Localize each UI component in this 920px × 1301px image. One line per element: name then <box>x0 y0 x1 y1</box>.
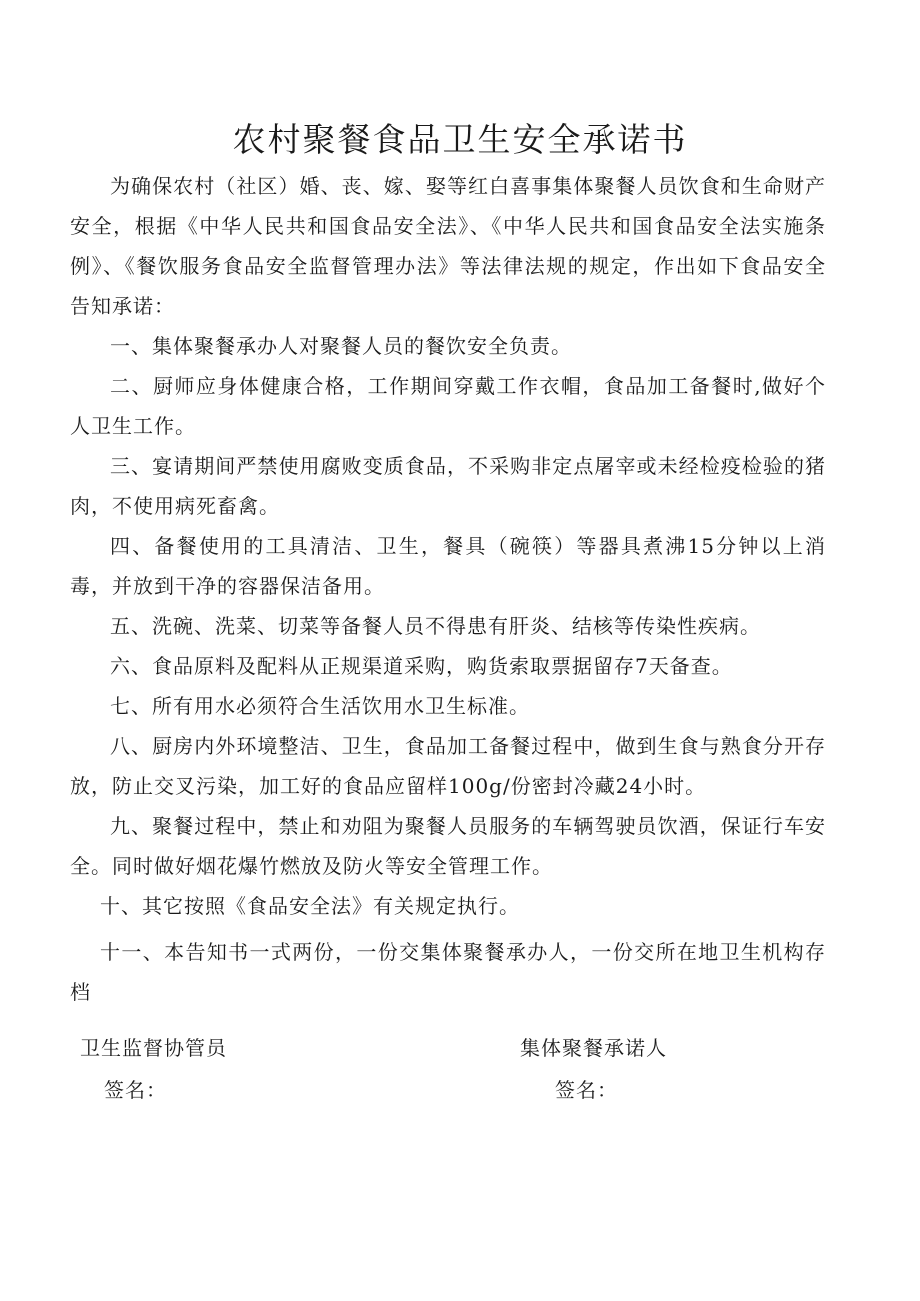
clause-11: 十一、本告知书一式两份，一份交集体聚餐承办人，一份交所在地卫生机构存档 <box>70 940 826 1004</box>
banquet-promisor-label: 集体聚餐承诺人 <box>520 1036 667 1060</box>
clause-4: 四、备餐使用的工具清洁、卫生，餐具（碗筷）等器具煮沸15分钟以上消毒，并放到干净的容器保洁备用。 <box>70 534 826 598</box>
clause-5: 五、洗碗、洗菜、切菜等备餐人员不得患有肝炎、结核等传染性疾病。 <box>110 614 761 638</box>
document-body <box>70 166 826 1012</box>
clause-6: 六、食品原料及配料从正规渠道采购，购货索取票据留存7天备查。 <box>110 654 733 678</box>
clause-2: 二、厨师应身体健康合格，工作期间穿戴工作衣帽，食品加工备餐时,做好个人卫生工作。 <box>70 374 826 438</box>
banquet-promisor-signature-label: 签名： <box>555 1078 618 1102</box>
clause-7: 七、所有用水必须符合生活饮用水卫生标准。 <box>110 694 530 718</box>
clause-3: 三、宴请期间严禁使用腐败变质食品，不采购非定点屠宰或未经检疫检验的猪肉，不使用病死畜禽。 <box>70 454 826 518</box>
health-supervisor-signature-label: 签名： <box>104 1078 167 1102</box>
clause-8: 八、厨房内外环境整洁、卫生，食品加工备餐过程中，做到生食与熟食分开存放，防止交叉污染，加工好的食品应留样100g/份密封冷藏24小时。 <box>70 734 826 798</box>
clause-10: 十、其它按照《食品安全法》有关规定执行。 <box>100 894 520 918</box>
intro-paragraph: 为确保农村（社区）婚、丧、嫁、娶等红白喜事集体聚餐人员饮食和生命财产安全，根据《中华人民共和国食品安全法》、《中华人民共和国食品安全法实施条例》、《餐饮服务食品安全监督管理办法》等法律法规的规定，作出如下食品安全告知承诺： <box>70 174 826 318</box>
document-title: 农村聚餐食品卫生安全承诺书 <box>232 120 688 159</box>
clause-1: 一、集体聚餐承办人对聚餐人员的餐饮安全负责。 <box>110 334 572 358</box>
clause-9: 九、聚餐过程中，禁止和劝阻为聚餐人员服务的车辆驾驶员饮酒，保证行车安全。同时做好烟花爆竹燃放及防火等安全管理工作。 <box>70 814 826 878</box>
health-supervisor-label: 卫生监督协管员 <box>80 1036 227 1060</box>
